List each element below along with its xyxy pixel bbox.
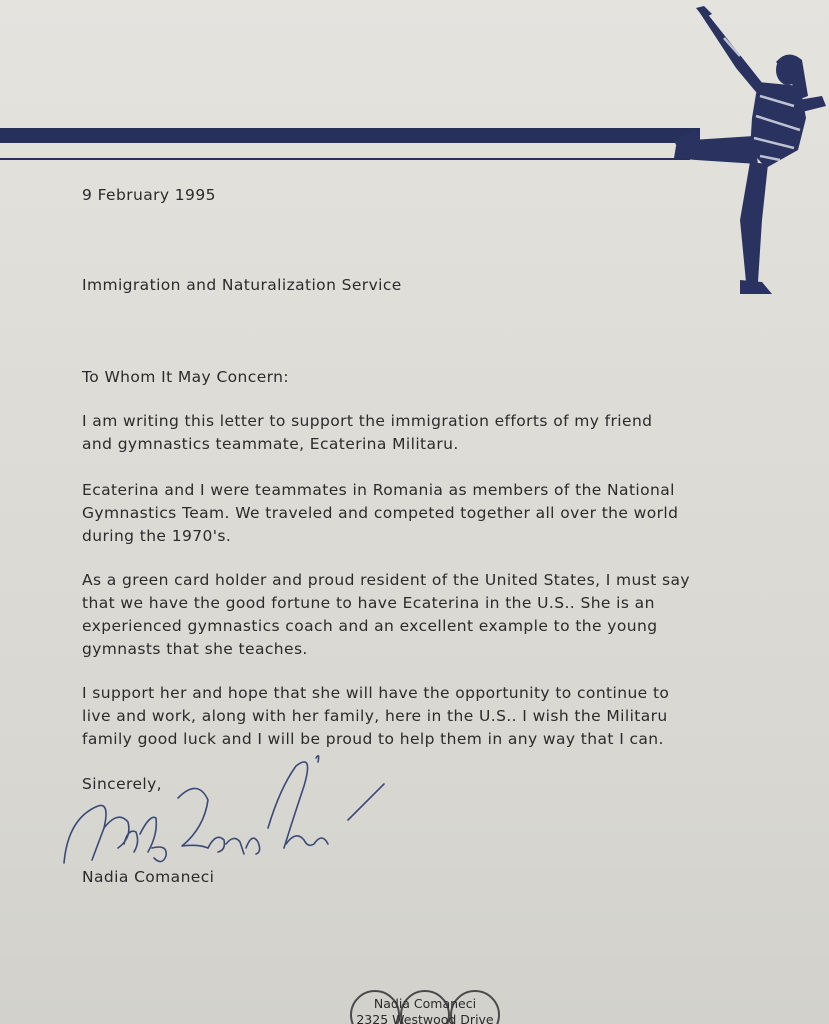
footer-address: 2325 Westwood Drive [356,1012,494,1024]
paragraph-line: during the 1970's. [82,527,232,545]
gymnast-silhouette-icon [640,0,829,300]
letter-paragraph-4 [82,682,669,751]
paragraph-line: Ecaterina and I were teammates in Romania as members of the National [82,481,675,499]
letterhead-bar-thin [0,158,690,160]
letter-closing: Sincerely, [82,775,163,793]
paragraph-line: family good luck and I will be proud to help them in any way that I can. [82,730,664,748]
letter-recipient: Immigration and Naturalization Service [82,276,402,294]
letter-paragraph-3 [82,569,690,661]
paragraph-line: Gymnastics Team. We traveled and competed together all over the world [82,504,679,522]
paragraph-line: I am writing this letter to support the immigration efforts of my friend [82,412,653,430]
paragraph-line: As a green card holder and proud resident of the United States, I must say [82,571,690,589]
letterhead-bar-thick [0,128,700,143]
letter-date: 9 February 1995 [82,186,216,204]
letter-salutation: To Whom It May Concern: [82,368,289,386]
letter-paragraph-2 [82,479,678,548]
footer-name: Nadia Comaneci [373,996,477,1011]
paragraph-line: that we have the good fortune to have Ecaterina in the U.S.. She is an [82,594,655,612]
paragraph-line: gymnasts that she teaches. [82,640,308,658]
paragraph-line: live and work, along with her family, here in the U.S.. I wish the Militaru [82,707,668,725]
handwritten-signature [58,748,398,873]
paragraph-line: experienced gymnastics coach and an excellent example to the young [82,617,658,635]
paragraph-line: I support her and hope that she will have the opportunity to continue to [82,684,670,702]
paragraph-line: and gymnastics teammate, Ecaterina Militaru. [82,435,459,453]
letter-paragraph-1 [82,410,652,456]
letter-signer: Nadia Comaneci [82,868,215,886]
